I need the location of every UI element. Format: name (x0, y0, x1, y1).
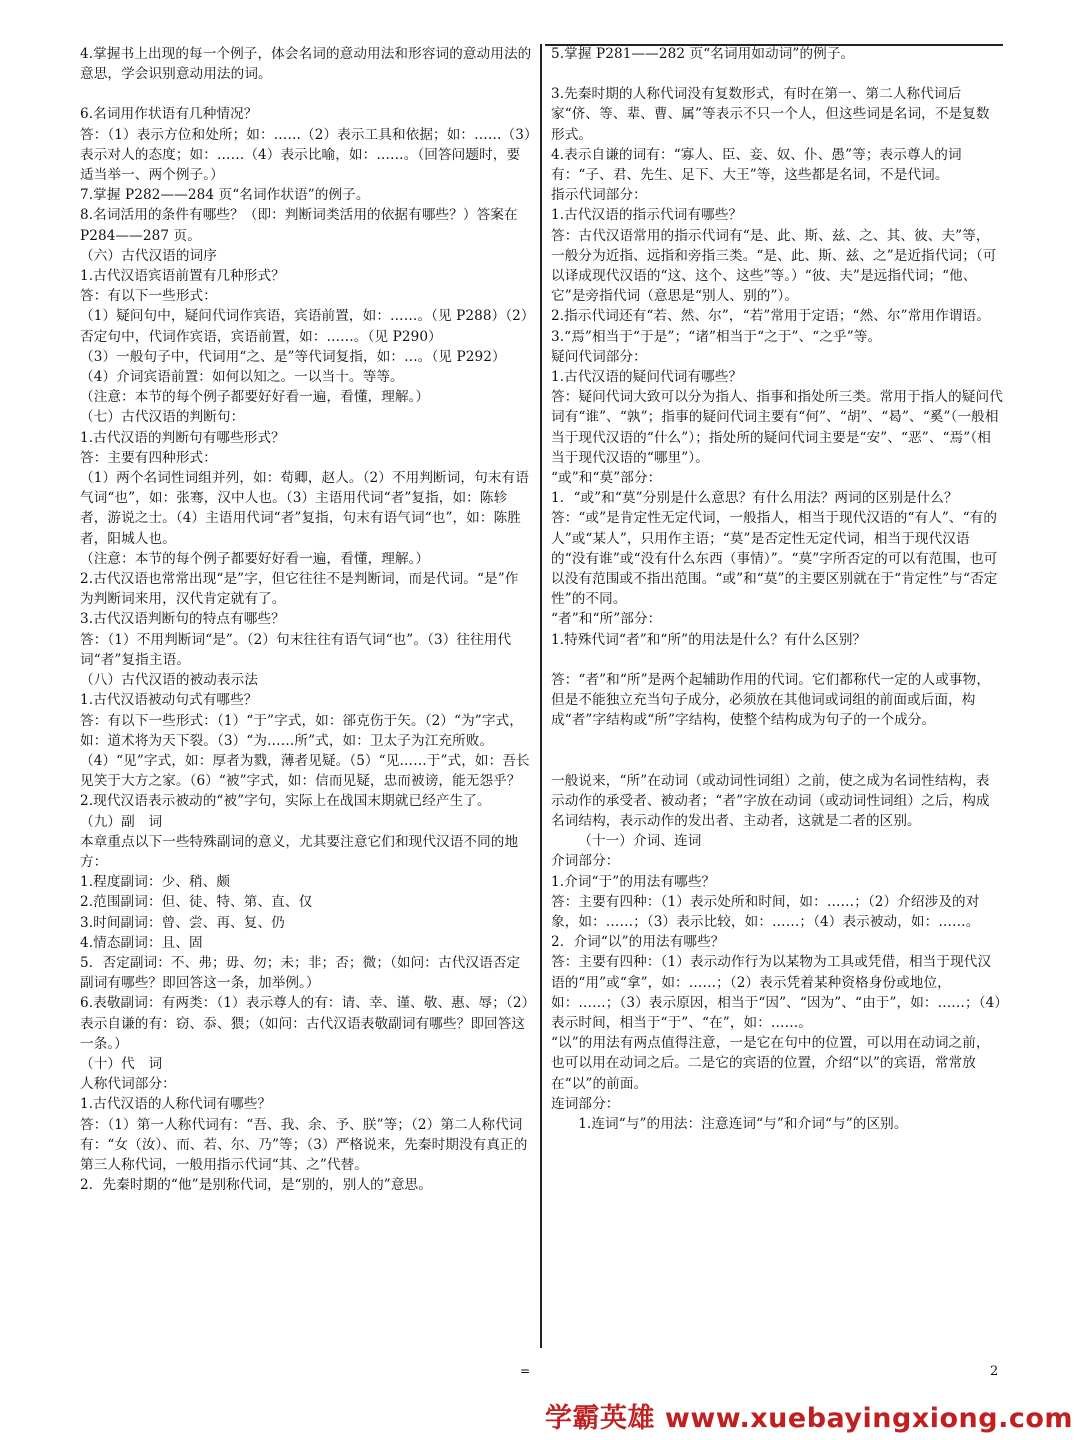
paragraph: 1．“或”和“莫”分别是什么意思？有什么用法？两词的区别是什么？ (551, 490, 958, 507)
paragraph: 答：“者”和“所”是两个起辅助作用的代词。它们都称代一定的人或事物，但是不能独立充当句子成分，必须放在其他词或词组的前面或后面，构成“者”字结构或“所”字结构，使整个结构成为句子的一个成分。 (551, 671, 991, 729)
paragraph: 答：主要有四种：（1）表示处所和时间，如：……；（2）介绍涉及的对象，如：……；（3）表示比较，如：……；（4）表示被动，如：……。 (551, 893, 980, 930)
paragraph: 1.特殊代词“者”和“所”的用法是什么？有什么区别？ (551, 631, 867, 648)
paragraph: 答：“或”是肯定性无定代词，一般指人，相当于现代汉语的“有人”、“有的人”或“某人”，只用作主语；“莫”是否定性无定代词，相当于现代汉语的“没有谁”或“没有什么东西（事情）”。“莫”字所否定的可以有范围，也可以没有范围或不指出范围。“或”和“莫”的主要区别就在于“肯定性”与“否定性”的不同。 (551, 510, 998, 608)
paragraph-gap (551, 650, 1003, 670)
paragraph: 指示代词部分： (551, 187, 647, 204)
paragraph: 2.范围副词：但、徒、特、第、直、仅 (80, 894, 313, 911)
paragraph: 4.掌握书上出现的每一个例子，体会名词的意动用法和形容词的意动用法的意思，学会识别意动用法的词。 (80, 46, 532, 83)
paragraph: （注意：本节的每个例子都要好好看一遍，看懂，理解。） (80, 389, 430, 406)
paragraph: 答：（1）表示方位和处所；如：……（2）表示工具和依据；如：……（3）表示对人的态度；如：……（4）表示比喻，如：……。（回答问题时，要适当举一、两个例子。） (80, 126, 531, 184)
paragraph: （4）介词宾语前置：如何以知之。一以当十。等等。 (80, 369, 404, 386)
paragraph: 介词部分： (551, 853, 620, 870)
paragraph: 2．介词“以”的用法有哪些？ (551, 934, 725, 951)
paragraph: 1.古代汉语的指示代词有哪些？ (551, 207, 743, 224)
paragraph: 3.时间副词：曾、尝、再、复、仍 (80, 914, 285, 931)
paragraph: 1.古代汉语的判断句有哪些形式？ (80, 429, 285, 446)
paragraph: 答：（1）不用判断词“是”。（2）句末往往有语气词“也”。（3）往往用代词“者”复指主语。 (80, 631, 512, 668)
paragraph: 1.程度副词：少、稍、颇 (80, 874, 231, 891)
paragraph: 答：古代汉语常用的指示代词有“是、此、斯、兹、之、其、彼、夫”等，一般分为近指、远指和旁指三类。“是、此、斯、兹、之”是近指代词；（可以译成现代汉语的“这、这个、这些”等。）“彼、夫”是远指代词；“他、它”是旁指代词（意思是“别人、别的”）。 (551, 227, 997, 305)
paragraph: 2.现代汉语表示被动的“被”字句，实际上在战国末期就已经产生了。 (80, 793, 491, 810)
paragraph: （九）副 词 (80, 813, 163, 830)
paragraph-gap (551, 731, 1003, 751)
paragraph: 2.古代汉语也常常出现“是”字，但它往往不是判断词，而是代词。“是”作为判断词来用，汉代肯定就有了。 (80, 571, 519, 608)
footer-mark: = (520, 1364, 531, 1378)
paragraph: （六）古代汉语的词序 (80, 247, 217, 264)
paragraph: 3.“焉”相当于“于是”；“诸”相当于“之于”、“之乎”等。 (551, 328, 882, 345)
paragraph: 一般说来，“所”在动词（或动词性词组）之前，使之成为名词性结构，表示动作的承受者、被动者；“者”字放在动词（或动词性词组）之后，构成名词结构，表示动作的发出者、主动者，这就是二者的区别。 (551, 772, 990, 829)
paragraph: 答：主要有四种：（1）表示动作行为以某物为工具或凭借，相当于现代汉语的“用”或“拿”，如：……；（2）表示凭着某种资格身份或地位，如：……；（3）表示原因，相当于“因”、“因为”、“由于”，如：……；（4）表示时间，相当于“于”、“在”，如：……。 (551, 954, 1002, 1031)
paragraph: （注意：本节的每个例子都要好好看一遍，看懂，理解。） (80, 550, 430, 567)
paragraph-gap (80, 84, 532, 104)
paragraph-gap (551, 64, 1003, 84)
paragraph: 1.古代汉语的疑问代词有哪些？ (551, 369, 743, 386)
paragraph: 5.掌握 P281——282 页“名词用如动词”的例子。 (551, 46, 855, 62)
paragraph: 人称代词部分： (80, 1076, 176, 1093)
page-number: 2 (990, 1364, 999, 1379)
paragraph: （十一）介词、连词 (578, 833, 702, 850)
left-column (80, 44, 532, 1346)
paragraph: 3.先秦时期的人称代词没有复数形式，有时在第一、第二人称代词后家“侪、等、辈、曹、属”等表示不只一个人，但这些词是名词，不是复数形式。 (551, 86, 990, 143)
paragraph: （七）古代汉语的判断句： (80, 409, 245, 426)
paragraph: 8.名词活用的条件有哪些？（即：判断词类活用的依据有哪些？）答案在 P284——287 页。 (80, 207, 523, 244)
paragraph-gap (551, 751, 1003, 771)
paragraph: 2.指示代词还有“若、然、尔”，“若”常用于定语；“然、尔”常用作谓语。 (551, 308, 990, 325)
paragraph: 3.古代汉语判断句的特点有哪些？ (80, 611, 285, 628)
paragraph: （1）疑问句中，疑问代词作宾语，宾语前置，如：……。（见 P288）（2）否定句中，代词作宾语，宾语前置，如：……。（见 P290） (80, 308, 528, 345)
paragraph: （1）两个名词性词组并列，如：荀卿，赵人。（2）不用判断词，句末有语气词“也”，如：张骞，汉中人也。（3）主语用代词“者”复指，如：陈轸者，游说之士。（4）主语用代词“者”复指，句末有语气词“也”，如：陈胜者，阳城人也。 (80, 470, 529, 547)
paragraph: 答：主要有四种形式： (80, 449, 217, 466)
paragraph: 答：（1）第一人称代词有：“吾、我、余、予、朕”等；（2）第二人称代词有：“女（汝）、而、若、尔、乃”等；（3）严格说来，先秦时期没有真正的第三人称代词，一般用指示代词“其、之”代替。 (80, 1116, 528, 1173)
paragraph: 4.情态副词：且、固 (80, 934, 203, 951)
paragraph: 连词部分： (551, 1095, 620, 1112)
paragraph: 疑问代词部分： (551, 348, 647, 365)
paragraph: 答：有以下一些形式：（1）“于”字式，如：郤克伤于矢。（2）“为”字式，如：道术将为天下裂。（3）“为……所”式，如：卫太子为江充所败。（4）“见”字式，如：厚者为戮，薄者见疑。（5）“见……于”式，如：吾长见笑于大方之家。（6）“被”字式，如：信而见疑，忠而被谤，能无怨乎？ (80, 712, 530, 790)
paragraph: 1.古代汉语被动句式有哪些？ (80, 692, 258, 709)
site-watermark: 学霸英雄 www.xuebayingxiong.com (545, 1403, 1074, 1434)
paragraph: 2．先秦时期的“他”是别称代词，是“别的，别人的”意思。 (80, 1177, 432, 1194)
paragraph: “者”和“所”部分： (551, 611, 662, 628)
paragraph: 1.古代汉语宾语前置有几种形式？ (80, 268, 285, 285)
paragraph: 6.名词用作状语有几种情况？ (80, 106, 258, 123)
paragraph: （八）古代汉语的被动表示法 (80, 672, 259, 689)
paragraph: （十）代 词 (80, 1055, 163, 1072)
paragraph: “或”和“莫”部分： (551, 470, 662, 487)
paragraph: （3）一般句子中，代词用“之、是”等代词复指，如：…。（见 P292） (80, 348, 506, 365)
paragraph: “以”的用法有两点值得注意，一是它在句中的位置，可以用在动词之前，也可以用在动词之后。二是它的宾语的位置，介绍“以”的宾语，常常放在“以”的前面。 (551, 1035, 990, 1092)
paragraph: 5．否定副词：不、弗；毋、勿；未；非；否；微；（如问：古代汉语否定副词有哪些？即回答这一条，加举例。） (80, 954, 521, 992)
paragraph: 答：有以下一些形式： (80, 288, 217, 305)
paragraph: 4.表示自谦的词有：“寡人、臣、妾、奴、仆、愚”等；表示尊人的词有：“子、君、先生、足下、大王”等，这些都是名词，不是代词。 (551, 146, 962, 184)
paragraph: 1.古代汉语的人称代词有哪些？ (80, 1096, 272, 1113)
paragraph: 1.连词“与”的用法：注意连词“与”和介词“与”的区别。 (578, 1115, 908, 1132)
paragraph: 1.介词“于”的用法有哪些？ (551, 873, 716, 890)
right-column (551, 44, 1003, 1346)
paragraph: 答：疑问代词大致可以分为指人、指事和指处所三类。常用于指人的疑问代词有“谁”、“孰”；指事的疑问代词主要有“何”、“胡”、“曷”、“奚”（一般相当于现代汉语的“什么”）；指处所的疑问代词主要是“安”、“恶”、“焉”（相当于现代汉语的“哪里”）。 (551, 389, 1003, 466)
paragraph: 7.掌握 P282——284 页“名词作状语”的例子。 (80, 187, 370, 204)
paragraph: 本章重点以下一些特殊副词的意义，尤其要注意它们和现代汉语不同的地方： (80, 833, 519, 870)
paragraph: 6.表敬副词：有两类：（1）表示尊人的有：请、幸、谨、敬、惠、辱；（2）表示自谦的有：窃、忝、猥；（如问：古代汉语表敬副词有哪些？即回答这一条。） (80, 995, 529, 1052)
column-divider (540, 44, 542, 1348)
